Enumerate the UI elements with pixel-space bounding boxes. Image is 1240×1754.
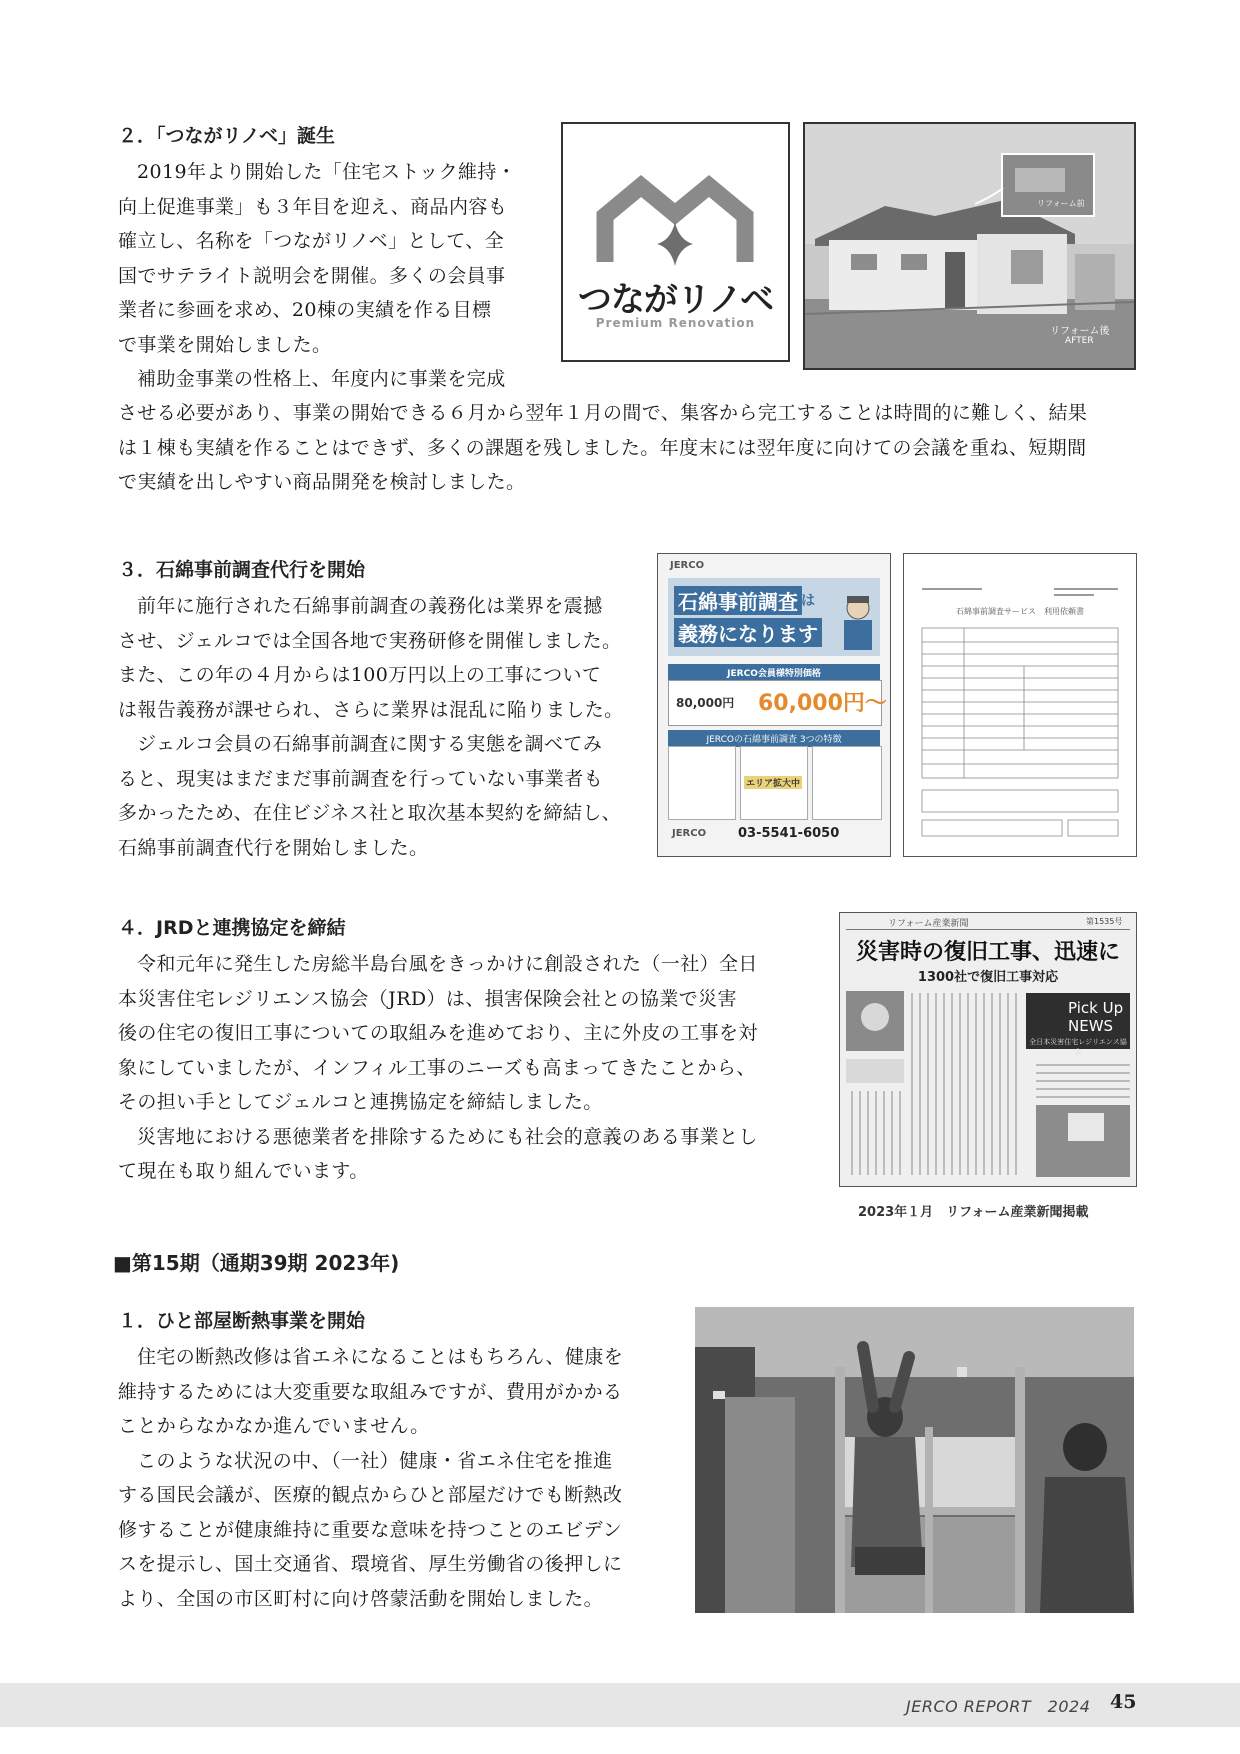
section-4-body: [118, 947, 790, 1189]
newspaper-headline: 災害時の復旧工事、迅速に: [855, 940, 1120, 965]
section-3-body: [118, 589, 628, 865]
para-line: で事業を開始しました。: [118, 333, 332, 356]
para-line: その担い手としてジェルコと連携協定を締結しました。: [118, 1091, 603, 1113]
para-line: させ、ジェルコでは全国各地で実務研修を開催しました。: [118, 629, 622, 652]
para-line: より、全国の市区町村に向け啓蒙活動を開始しました。: [118, 1587, 604, 1610]
inset-before-label: リフォーム前: [1037, 199, 1085, 208]
newspaper-masthead: リフォーム産業新聞: [888, 919, 969, 929]
logo-wordmark: つながリノベ: [577, 280, 774, 320]
para-line: 令和元年に発生した房総半島台風をきっかけに創設された（一社）全日: [137, 953, 758, 975]
para-line: 災害地における悪徳業者を排除するためにも社会的意義のある事業とし: [137, 1125, 758, 1148]
para-line: て現在も取り組んでいます。: [118, 1160, 369, 1182]
para-line: は報告義務が課せられ、さらに業界は混乱に陥りました。: [118, 698, 624, 721]
logo-tagline: Premium Renovation: [595, 316, 756, 330]
para-line: 多かったため、在住ビジネス社と取次基本契約を締結し、: [118, 802, 622, 824]
para-line: 2019年より開始した「住宅ストック維持・: [137, 161, 517, 183]
renovated-house-photo: [803, 122, 1136, 370]
flyer-new-price: 60,000円〜: [758, 691, 887, 716]
section-2-body-wide: [118, 396, 1138, 500]
insulation-work-photo: [695, 1307, 1134, 1613]
para-line: で実績を出しやすい商品開発を検討しました。: [118, 471, 526, 493]
form-table-illustration: [904, 554, 1136, 854]
flyer-price-band: JERCO会員様特別価格: [668, 664, 880, 681]
para-line: させる必要があり、事業の開始できる６月から翌年１月の間で、集客から完工することは時間的に難しく、結果: [118, 402, 1088, 424]
para-line: は１棟も実績を作ることはできず、多くの課題を残しました。年度末には翌年度に向けての会議を重ね、短期間: [118, 436, 1087, 459]
newspaper-org: 全日本災害住宅レジリエンス協会: [1029, 1038, 1127, 1056]
flyer-phone: 03-5541-6050: [738, 826, 840, 841]
para-line: ジェルコ会員の石綿事前調査に関する実態を調べてみ: [137, 733, 603, 755]
period-15-heading: ■第15期（通期39期 2023年): [113, 1251, 400, 1275]
para-line: ことからなかなか進んでいません。: [118, 1415, 430, 1437]
para-line: 住宅の断熱改修は省エネになることはもちろん、健康を: [137, 1346, 624, 1368]
flyer-title-2: 義務になります: [674, 618, 822, 647]
newspaper-caption: 2023年１月 リフォーム産業新聞掲載: [858, 1205, 1089, 1220]
para-line: 維持するためには大変重要な取組みですが、費用がかかる: [118, 1380, 623, 1403]
section-2-body: [118, 155, 530, 397]
para-line: 後の住宅の復旧工事についての取組みを進めており、主に外皮の工事を対: [118, 1022, 758, 1044]
flyer-feature-card: [812, 746, 882, 820]
para-line: 本災害住宅レジリエンス協会（JRD）は、損害保険会社との協業で災害: [118, 987, 737, 1010]
asbestos-request-form: [903, 553, 1137, 857]
newspaper-subhead: 1300社で復旧工事対応: [917, 970, 1059, 985]
tsunagari-renove-logo: [561, 122, 790, 362]
para-line: 確立し、名称を「つながリノベ」として、全: [118, 230, 505, 252]
insulation-section-heading: １．ひと部屋断熱事業を開始: [118, 1310, 366, 1332]
flyer-features-title: JERCOの石綿事前調査 3つの特徴: [668, 730, 880, 747]
flyer-brand: JERCO: [670, 560, 705, 571]
para-line: このような状況の中、（一社）健康・省エネ住宅を推進: [137, 1449, 613, 1472]
section-4-heading: ４．JRDと連携協定を締結: [118, 917, 346, 939]
para-line: ると、現実はまだまだ事前調査を行っていない事業者も: [118, 767, 604, 790]
para-line: する国民会議が、医療的観点からひと部屋だけでも断熱改: [118, 1484, 623, 1506]
flyer-title-suffix: は: [801, 593, 815, 609]
after-sublabel: AFTER: [1065, 336, 1094, 346]
newspaper-issue: 第1535号: [1086, 917, 1123, 926]
para-line: 象にしていましたが、インフィル工事のニーズも高まってきたことから、: [118, 1056, 756, 1079]
newspaper-clipping: [839, 912, 1137, 1187]
asbestos-flyer: [657, 553, 891, 857]
para-line: 前年に施行された石綿事前調査の義務化は業界を震撼: [137, 595, 603, 617]
insulation-photo-illustration: [695, 1307, 1134, 1613]
para-line: 石綿事前調査代行を開始しました。: [118, 836, 429, 859]
form-title: 石綿事前調査サービス 利用依頼書: [956, 607, 1084, 616]
flyer-feature-card: [668, 746, 736, 820]
flyer-footer-brand: JERCO: [672, 828, 707, 839]
para-line: 国でサテライト説明会を開催。多くの会員事: [118, 264, 506, 287]
pickup-label-1: Pick Up: [1068, 999, 1124, 1017]
after-label: リフォーム後: [1050, 326, 1110, 337]
flyer-old-price: 80,000円: [676, 696, 735, 710]
para-line: また、この年の４月からは100万円以上の工事について: [118, 664, 602, 686]
para-line: 向上促進事業」も３年目を迎え、商品内容も: [118, 195, 508, 218]
pickup-label-2: NEWS: [1068, 1017, 1114, 1035]
section-3-heading: ３．石綿事前調査代行を開始: [118, 559, 366, 581]
worker-character-icon: [838, 592, 878, 652]
section-2-heading: ２．「つながリノベ」誕生: [118, 125, 335, 147]
page-number: 45: [1110, 1691, 1137, 1713]
footer-report-title: JERCO REPORT 2024: [906, 1697, 1091, 1716]
flyer-title-1: 石綿事前調査: [674, 586, 802, 615]
para-line: 業者に参画を求め、20棟の実績を作る目標: [118, 299, 492, 321]
insulation-section-body: [118, 1340, 648, 1616]
para-line: スを提示し、国土交通省、環境省、厚生労働省の後押しに: [118, 1553, 623, 1575]
flyer-feature-area: エリア拡大中: [744, 776, 802, 789]
para-line: 補助金事業の性格上、年度内に事業を完成: [137, 368, 506, 390]
para-line: 修することが健康維持に重要な意味を持つことのエビデン: [118, 1518, 623, 1541]
